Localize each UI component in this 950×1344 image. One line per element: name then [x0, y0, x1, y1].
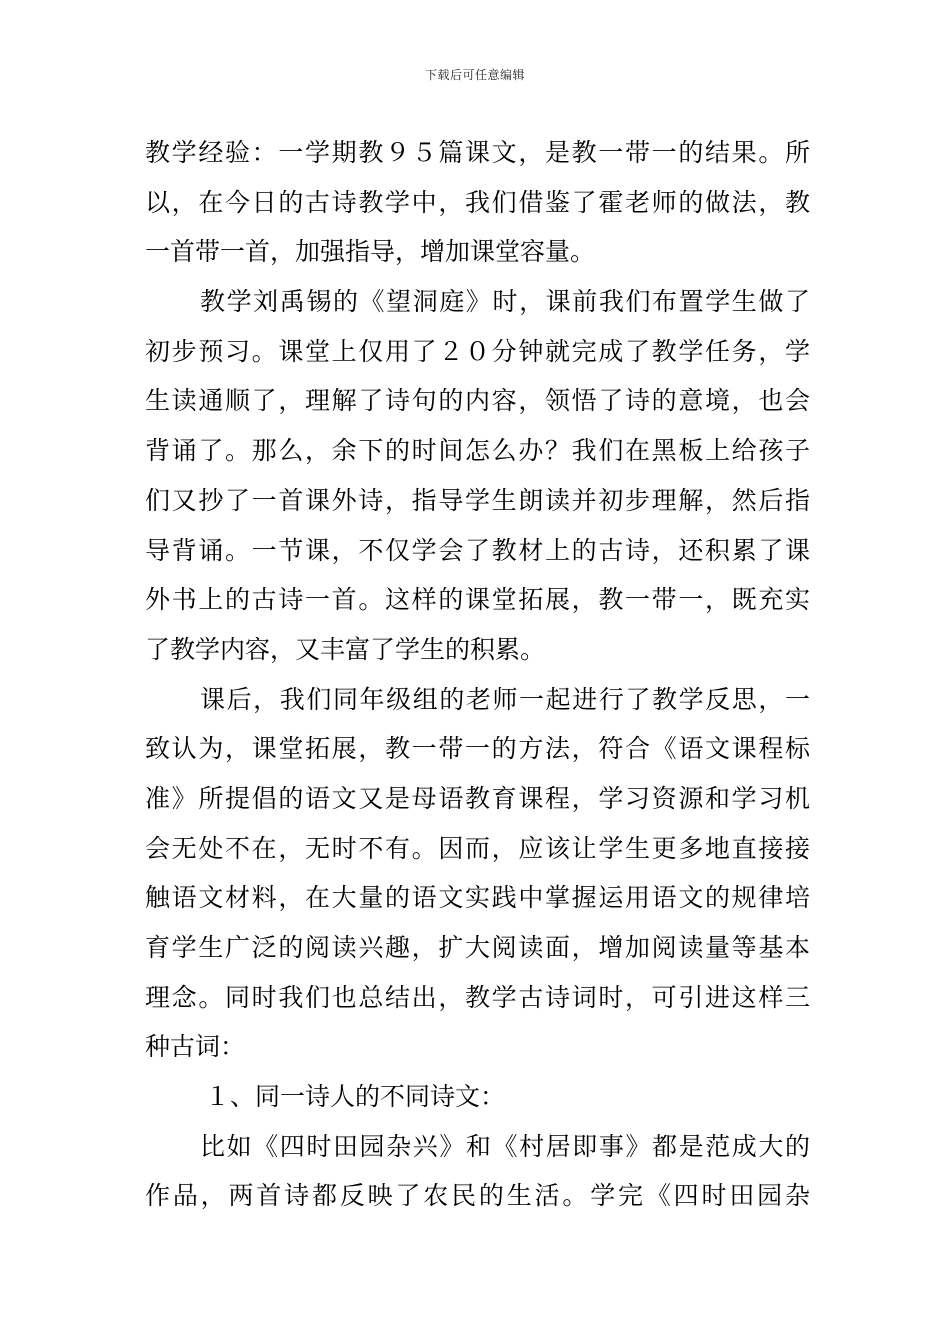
text-line: 外书上的古诗一首。这样的课堂拓展，教一带一，既充实: [145, 585, 810, 615]
text-line: 们又抄了一首课外诗，指导学生朗读并初步理解，然后指: [145, 485, 810, 515]
text-line: 准》所提倡的语文又是母语教育课程，学习资源和学习机: [145, 783, 810, 813]
text-line: 一首带一首，加强指导，增加课堂容量。: [145, 237, 596, 267]
text-line: 背诵了。那么，余下的时间怎么办？我们在黑板上给孩子: [145, 436, 810, 466]
text-line: 致认为，课堂拓展，教一带一的方法，符合《语文课程标: [145, 734, 810, 764]
text-line: 以，在今日的古诗教学中，我们借鉴了霍老师的做法，教: [145, 187, 810, 217]
text-line: 初步预习。课堂上仅用了２０分钟就完成了教学任务，学: [145, 336, 810, 366]
paragraph-start-line: 比如《四时田园杂兴》和《村居即事》都是范成大的: [200, 1131, 810, 1161]
text-line: 育学生广泛的阅读兴趣，扩大阅读面，增加阅读量等基本: [145, 933, 810, 962]
text-line: 导背诵。一节课，不仅学会了教材上的古诗，还积累了课: [145, 535, 810, 565]
paragraph-start-line: 课后，我们同年级组的老师一起进行了教学反思，一: [200, 684, 810, 714]
text-line: 生读通顺了，理解了诗句的内容，领悟了诗的意境，也会: [145, 386, 810, 416]
document-body: [145, 128, 810, 1221]
text-line: 了教学内容，又丰富了学生的积累。: [145, 634, 546, 664]
text-line: 种古词：: [145, 1032, 246, 1062]
text-line: 理念。同时我们也总结出，教学古诗词时，可引进这样三: [145, 982, 810, 1012]
text-line: 作品，两首诗都反映了农民的生活。学完《四时田园杂: [145, 1181, 810, 1211]
text-line: 会无处不在，无时不有。因而，应该让学生更多地直接接: [145, 833, 810, 863]
paragraph-start-line: 教学刘禹锡的《望洞庭》时，课前我们布置学生做了: [200, 287, 810, 317]
text-line: 触语文材料，在大量的语文实践中掌握运用语文的规律培: [145, 883, 810, 913]
page-header: 下载后可任意编辑: [424, 68, 525, 82]
text-line: 教学经验：一学期教９５篇课文，是教一带一的结果。所: [145, 138, 810, 167]
list-item-heading: １、同一诗人的不同诗文：: [205, 1082, 506, 1112]
